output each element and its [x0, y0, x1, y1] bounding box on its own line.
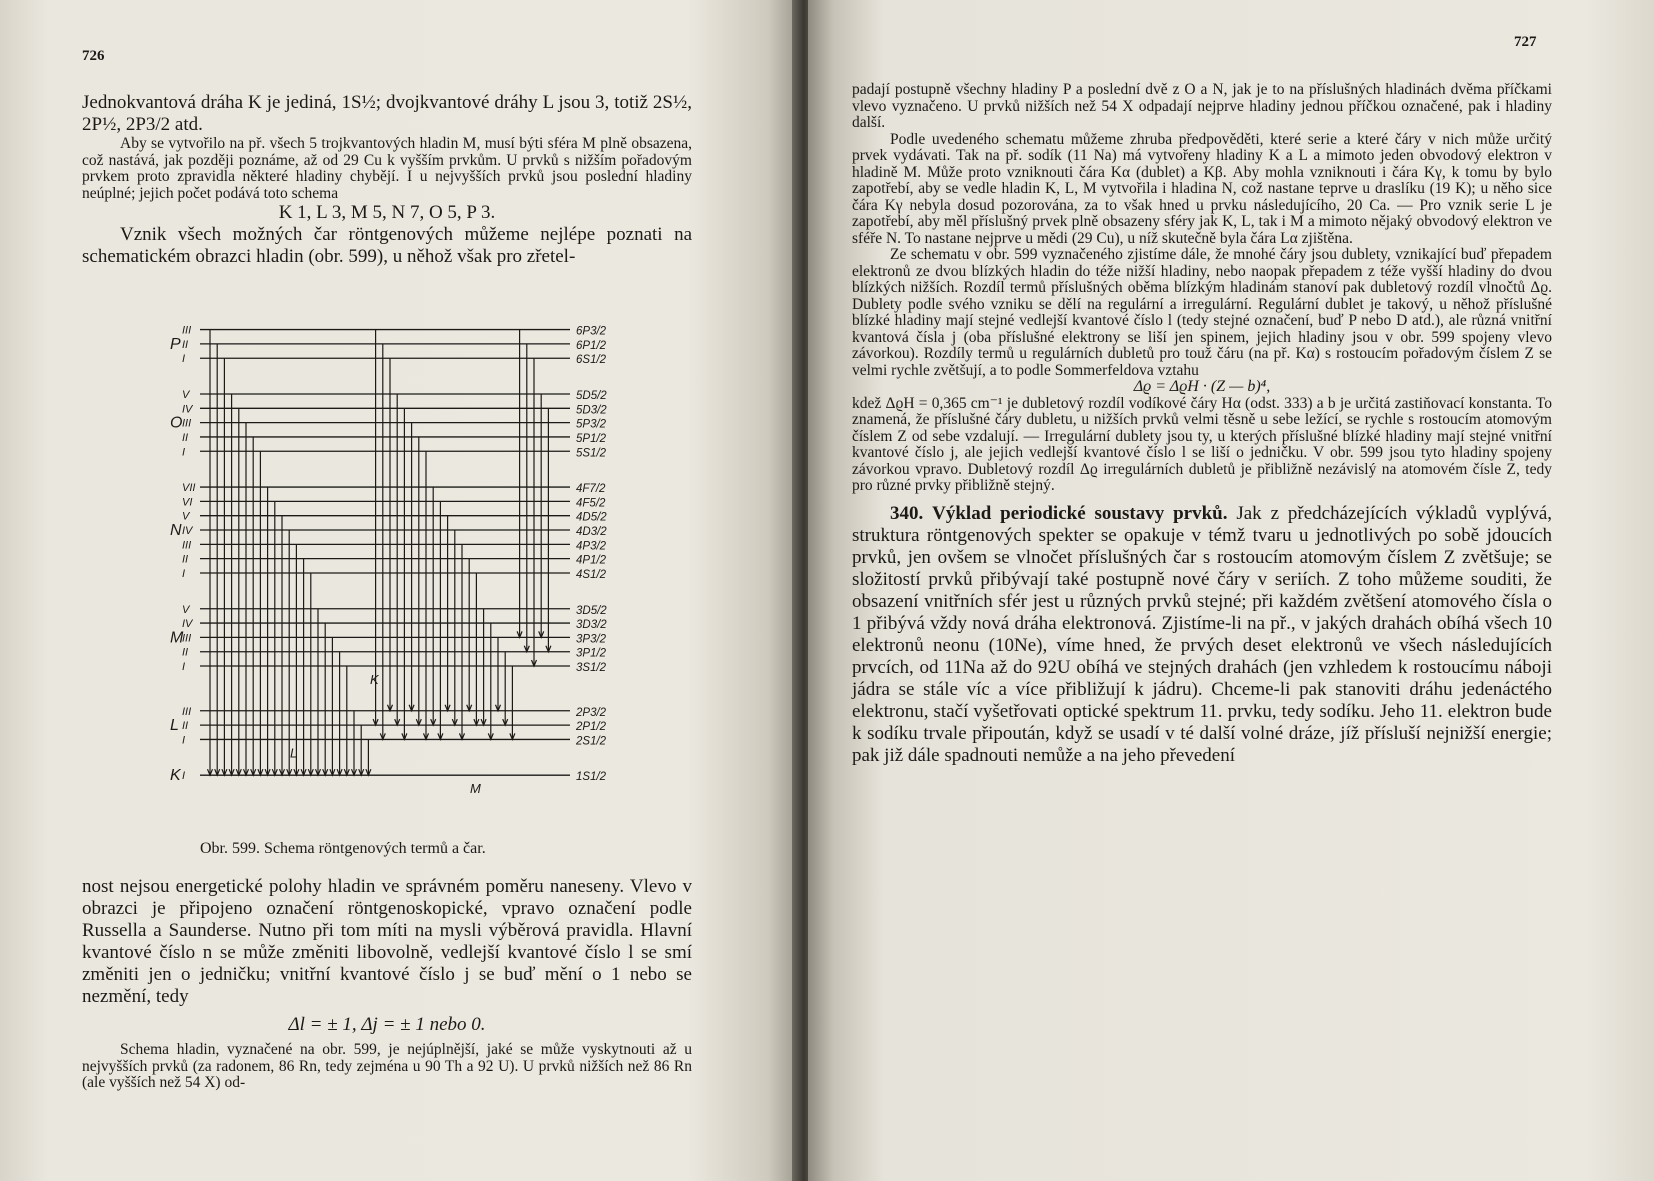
- shell-label-P: P: [170, 335, 181, 353]
- left-text-top: [82, 92, 692, 268]
- level-label: V: [182, 389, 190, 402]
- term-label: 1S1/2: [576, 771, 607, 784]
- section-340: [852, 503, 1552, 767]
- level-label: III: [182, 705, 192, 718]
- level-label: V: [182, 603, 190, 616]
- term-label: 5S1/2: [576, 447, 607, 460]
- term-label: 5P3/2: [576, 418, 607, 431]
- level-label: III: [182, 539, 192, 552]
- level-label: II: [182, 720, 189, 733]
- term-label: 4P1/2: [576, 554, 607, 567]
- inner-label-M: M: [470, 781, 481, 797]
- term-label: 5D5/2: [576, 390, 607, 403]
- term-label: 4F7/2: [576, 483, 606, 496]
- level-label: II: [182, 646, 189, 659]
- term-label: 4D5/2: [576, 511, 607, 524]
- shell-label-L: L: [170, 717, 179, 735]
- level-label: III: [182, 632, 192, 645]
- term-label: 6S1/2: [576, 354, 607, 367]
- level-label: VII: [182, 482, 196, 495]
- level-label: I: [182, 567, 186, 580]
- term-label: 3D5/2: [576, 604, 607, 617]
- inner-label-L: L: [290, 745, 298, 761]
- schema-counts: K 1, L 3, M 5, N 7, O 5, P 3.: [278, 202, 496, 223]
- right-text: [852, 82, 1552, 767]
- term-label: 4D3/2: [576, 526, 607, 539]
- section-title: Výklad periodické soustavy prvků.: [932, 502, 1228, 524]
- level-label: VI: [182, 496, 193, 509]
- paragraph-m-sphere: Aby se vytvořilo na př. všech 5 trojkvantových hladin M, musí býti sféra M plně obsazena, což nastává, jak později poznáme, až od 29 Cu k vyšším prvkům. U prvků s nižším pořadovým prvkem proto zpravidla některé hladiny chybějí. I u nejvyšších prvků jsou poslední hladiny neúplné; jejich počet podává toto schema: [82, 135, 692, 202]
- shell-label-M: M: [170, 629, 184, 647]
- level-label: II: [182, 431, 189, 444]
- term-label: 3P3/2: [576, 633, 607, 646]
- paragraph-shells-count: Jednokvantová dráha K je jediná, 1S½; dvojkvantové dráhy L jsou 3, totiž 2S½, 2P½, 2P3/2 atd.: [82, 92, 692, 135]
- shell-label-N: N: [170, 522, 182, 540]
- level-label: IV: [182, 525, 193, 538]
- level-label: I: [182, 446, 186, 459]
- paragraph-lines-intro: Vznik všech možných čar röntgenových můžeme nejlépe poznati na schematickém obrazci hladin (obr. 599), u něhož však pro zřetel-: [82, 224, 692, 267]
- shell-label-K: K: [170, 767, 181, 785]
- level-label: II: [182, 553, 189, 566]
- term-label: 4F5/2: [576, 497, 606, 510]
- figure-599-xray-terms: [170, 318, 640, 848]
- level-label: IV: [182, 403, 193, 416]
- level-label: I: [182, 661, 186, 674]
- term-label: 5D3/2: [576, 404, 607, 417]
- left-page: [0, 0, 800, 1181]
- selection-rule-formula: Δl = ± 1, Δj = ± 1 nebo 0.: [288, 1014, 486, 1035]
- page-number-right: 727: [1514, 34, 1537, 50]
- paragraph-sodium-lines: Podle uvedeného schematu můžeme zhruba předpověděti, které serie a které čáry v nich může určitý prvek vydávati. Tak na př. sodík (11 Na) má vytvořeny hladiny K a L a mimoto jeden obvodový elektron v hladině M. Může proto vzniknouti čára Kα (dublet) a Kβ. Aby mohla vzniknouti i čára Kγ, k tomu by bylo zapotřebí, aby se vedle hladin K, L, M vytvořila i hladina N, což nastane teprve u draslíku (19 K); u něho sice čára Kγ nebyla dosud pozorována, za to však hned u prvku následujícího, 20 Ca. — Pro vznik serie L je zapotřebí, aby měl příslušný prvek plně obsazeny sféry jak K, L, tak i M a mimoto nějaký obvodový elektron ve sféře N. To nastane nejprve u mědi (29 Cu), u níž skutečně byla čára Lα zjištěna.: [852, 130, 1552, 247]
- level-label: III: [182, 417, 192, 430]
- xray-term-diagram: [170, 318, 640, 848]
- level-label: I: [182, 770, 186, 783]
- term-label: 6P3/2: [576, 325, 607, 338]
- term-label: 2P1/2: [576, 721, 607, 734]
- level-label: V: [182, 510, 190, 523]
- term-label: 6P1/2: [576, 339, 607, 352]
- paragraph-missing-levels: padají postupně všechny hladiny P a poslední dvě z O a N, jak je to na příslušných hladinách dvěma příčkami vlevo vyznačeno. U prvků nižších než 54 X odpadají nejprve hladiny jednou příčkou označené, pak i hladiny další.: [852, 81, 1552, 131]
- level-label: I: [182, 353, 186, 366]
- term-label: 2S1/2: [576, 735, 607, 748]
- level-label: II: [182, 338, 189, 351]
- paragraph-irregular-doublets: kdež ΔϱH = 0,365 cm⁻¹ je dubletový rozdíl vodíkové čáry Hα (odst. 333) a b je určitá zastiňovací konstanta. To znamená, že příslušné čáry dubletu, u nižších prvků velmi těsně u sebe ležící, se rychle s rostoucím atomovým číslem Z od sebe vzdalují. — Irregulární dublety jsou ty, u kterých příslušné blízké hladiny mají stejné vnitřní kvantové číslo j, ale jejich vedlejší kvantové číslo l se liší o jedničku. V obr. 599 jsou tyto hladiny spojeny závorkou vpravo. Dubletový rozdíl Δϱ irregulárních dubletů je přibližně nezávislý na atomovém čísle Z, tedy pro různé prvky přibližně stejný.: [852, 394, 1552, 494]
- inner-label-K: K: [370, 672, 379, 688]
- section-number: 340.: [890, 502, 924, 524]
- section-text: Jak z předcházejících výkladů vyplývá, struktura röntgenových spekter se opakuje v témž tvaru u jednotlivých po sobě jdoucích prvků, jen ovšem se vlnočet příslušných čar s rostoucím atomovým číslem Z zvětšuje; se složitostí prvků přibývají také postupně nové čáry v seriích. Z toho můžeme souditi, že obsazení vnitřních sfér jest u různých prvků stejné; při každém zvětšení atomového čísla o 1 přibývá vždy nová dráha elektronová. Zjistíme-li na př., v jakých drahách obíhá všech 10 elektronů neonu (10Ne), víme hned, že prvých deset elektronů ve všech následujících prvcích, od 11Na až do 92U obíhá ve stejných drahách (jen vzhledem k rostoucímu náboji jádra se stále víc a více přibližují k jádru). Chceme-li pak stanoviti dráhu jedenáctého elektronu, stačí vyšetřovati optické spektrum 11. prvku, tedy sodíku. Jeho 11. elektron bude k sodíku trvale připoután, když se usadí v té další volné dráze, jíž přísluší nejnižší energie; pak již dále spadnouti nemůže a na jeho převedení: [852, 502, 1553, 766]
- level-label: III: [182, 324, 192, 337]
- figure-caption: Obr. 599. Schema röntgenových termů a čar.: [200, 840, 486, 857]
- term-label: 4S1/2: [576, 568, 607, 581]
- term-label: 4P3/2: [576, 540, 607, 553]
- term-label: 3S1/2: [576, 662, 607, 675]
- term-label: 3D3/2: [576, 619, 607, 632]
- term-label: 3P1/2: [576, 647, 607, 660]
- shell-label-O: O: [170, 414, 183, 432]
- term-label: 2P3/2: [576, 706, 607, 719]
- left-text-bottom: [82, 876, 692, 1092]
- sommerfeld-formula: Δϱ = ΔϱH · (Z — b)⁴,: [1133, 378, 1271, 395]
- page-number-left: 726: [82, 48, 105, 64]
- paragraph-complete-schema: Schema hladin, vyznačené na obr. 599, je nejúplnější, jaké se může vyskytnouti až u nejvyšších prvků (za radonem, 86 Rn, tedy zejména u 90 Th a 92 U). U prvků nižších než 86 Rn (ale vyšších než 54 X) od-: [82, 1041, 692, 1091]
- right-page: [808, 0, 1654, 1181]
- level-label: IV: [182, 618, 193, 631]
- level-label: I: [182, 734, 186, 747]
- paragraph-selection-rules: nost nejsou energetické polohy hladin ve správném poměru naneseny. Vlevo v obrazci je připojeno označení röntgenoskopické, vpravo označení podle Russella a Saunderse. Nutno při tom míti na mysli výběrová pravidla. Hlavní kvantové číslo n se může změniti libovolně, vedlejší kvantové číslo l se smí změniti jen o jedničku; vnitřní kvantové číslo j se buď mění o 1 nebo se nezmění, tedy: [82, 876, 692, 1007]
- paragraph-doublets: Ze schematu v obr. 599 vyznačeného zjistíme dále, že mnohé čáry jsou dublety, vznikající buď přepadem elektronů ze dvou blízkých hladin do téže nižší hladiny, nebo naopak přepadem z téže vyšší hladiny do dvou blízkých nižších. Rozdíl termů příslušných oběma blízkým hladinám stanoví pak dubletový rozdíl vlnočtů Δϱ. Dublety podle svého vzniku se dělí na regulární a irregulární. Regulární dublet je takový, u něhož příslušné blízké hladiny mají stejné vedlejší kvantové číslo l (tedy stejné označení, buď P nebo D atd.), ale různá vnitřní kvantová čísla j (oba příslušné elektrony se liší jen spinem, jejich hladiny jsou v obr. 599 spojeny vlevo závorkou). Rozdíly termů u regulárních dubletů pro touž čáru (na př. Kα) s rostoucím pořadovým číslem Z se velmi rychle zvětšují, a to podle Sommerfeldova vztahu: [852, 246, 1552, 379]
- term-label: 5P1/2: [576, 432, 607, 445]
